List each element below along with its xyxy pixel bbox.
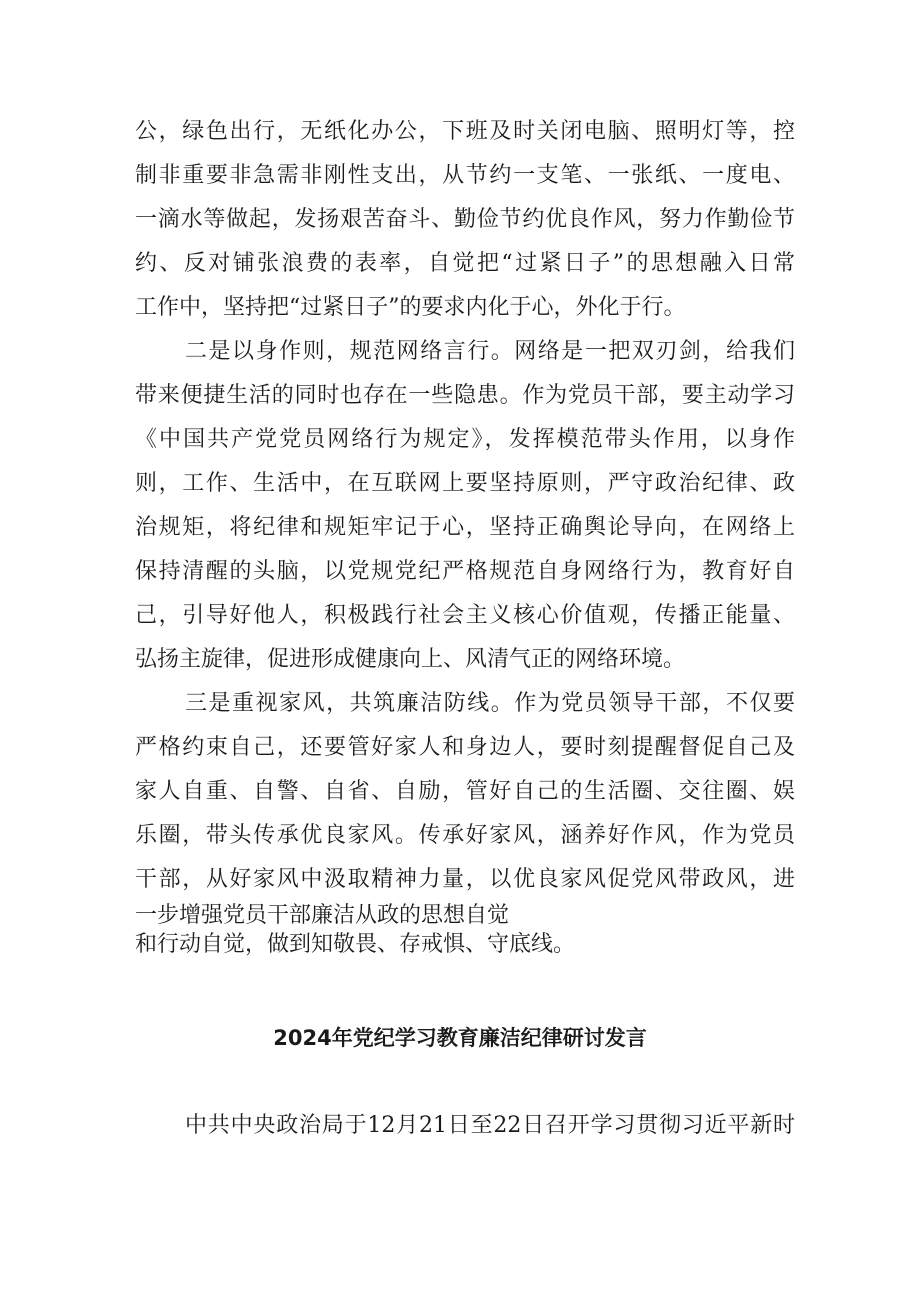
paragraph-3-line-6: 一步增强党员干部廉洁从政的思想自觉	[135, 903, 510, 928]
paragraph-1-line-2: 制非重要非急需非刚性支出，从节约一支笔、一张纸、一度电、	[135, 163, 795, 188]
paragraph-1-line-4: 约、反对铺张浪费的表率，自觉把“过紧日子”的思想融入日常	[135, 251, 795, 276]
paragraph-2-line-5: 治规矩，将纪律和规矩牢记于心，坚持正确舆论导向，在网络上	[135, 515, 795, 540]
paragraph-2-line-4: 则，工作、生活中，在互联网上要坚持原则，严守政治纪律、政	[135, 471, 795, 496]
paragraph-3-line-7: 和行动自觉，做到知敬畏、存戒惧、守底线。	[135, 932, 576, 957]
paragraph-2-line-3: 《中国共产党党员网络行为规定》，发挥模范带头作用，以身作	[135, 427, 795, 452]
paragraph-3-line-2: 严格约束自己，还要管好家人和身边人，要时刻提醒督促自己及	[135, 735, 795, 760]
paragraph-2-line-7: 己，引导好他人，积极践行社会主义核心价值观，传播正能量、	[135, 603, 795, 628]
section-title: 2024年党纪学习教育廉洁纪律研讨发言	[273, 1026, 647, 1050]
paragraph-2-line-6: 保持清醒的头脑，以党规党纪严格规范自身网络行为，教育好自	[135, 559, 795, 584]
paragraph-2-line-8: 弘扬主旋律，促进形成健康向上、风清气正的网络环境。	[135, 647, 686, 672]
paragraph-2-line-2: 带来便捷生活的同时也存在一些隐患。作为党员干部，要主动学习	[135, 383, 795, 408]
paragraph-2-line-1: 二是以身作则，规范网络言行。网络是一把双刃剑，给我们	[185, 339, 795, 364]
paragraph-1-line-5: 工作中，坚持把“过紧日子”的要求内化于心，外化于行。	[135, 295, 686, 320]
paragraph-3-line-5: 干部，从好家风中汲取精神力量，以优良家风促党风带政风，进	[135, 867, 795, 892]
paragraph-3-line-4: 乐圈，带头传承优良家风。传承好家风，涵养好作风，作为党员	[135, 823, 795, 848]
paragraph-3-line-3: 家人自重、自警、自省、自励，管好自己的生活圈、交往圈、娱	[135, 779, 795, 804]
paragraph-3-line-1: 三是重视家风，共筑廉洁防线。作为党员领导干部，不仅要	[185, 691, 795, 716]
paragraph-1-line-3: 一滴水等做起，发扬艰苦奋斗、勤俭节约优良作风，努力作勤俭节	[135, 207, 795, 232]
paragraph-1-line-1: 公，绿色出行，无纸化办公，下班及时关闭电脑、照明灯等，控	[135, 119, 795, 144]
paragraph-4-line-1: 中共中央政治局于12月21日至22日召开学习贯彻习近平新时	[185, 1113, 795, 1138]
